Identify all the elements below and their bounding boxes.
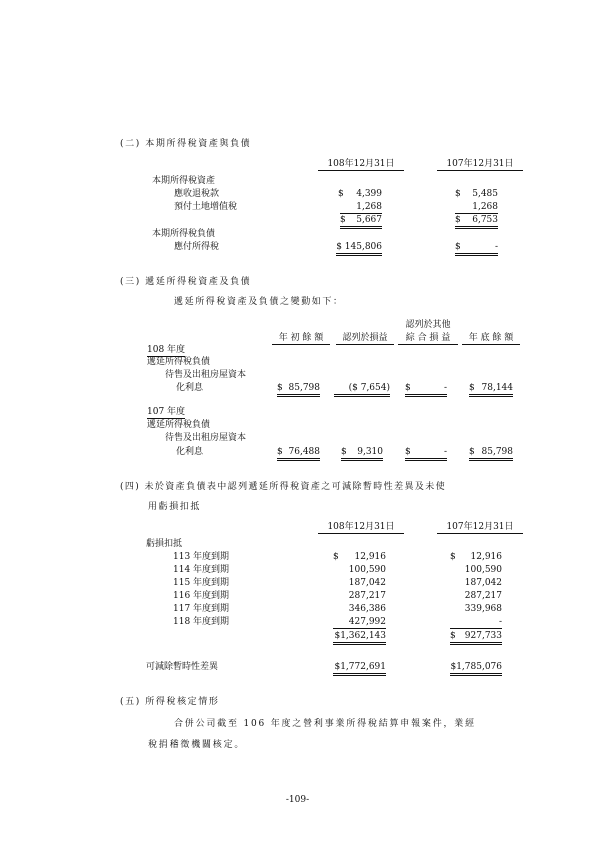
s4-diff-c1: $1,772,691 [333,662,386,676]
s5-paragraph-line2: 稅捐稽徵機關核定。 [148,740,246,750]
section-2-heading: (二) 本期所得稅資產與負債 [120,139,252,149]
s2-row2-label: 預付土地增值稅 [174,202,238,212]
s4-row4-c1: 287,217 [348,591,386,601]
s2-row1-c1: 4,399 [356,189,382,199]
s2-row3-c2-currency: $ [455,242,461,252]
s2-row3-c2: - [455,242,498,256]
s4-row1-c1-currency: $ [333,552,339,562]
s3-year1-oci: - [405,383,447,397]
s4-col1-header: 108年12月31日 [318,522,404,534]
s4-row1-c2-currency: $ [450,552,456,562]
s2-group1-label: 本期所得稅資產 [152,176,216,186]
s4-diff-label: 可減除暫時性差異 [146,662,219,672]
s4-subtotal-c2: 927,733 [450,631,502,645]
s4-row1-c2: 12,916 [470,552,502,562]
s2-row2-c2: 1,268 [455,202,498,214]
section-3-heading: (三) 遞延所得稅資產及負債 [120,277,252,287]
s2-total-c2-currency: $ [455,215,461,225]
s3-year1-item-line2: 化利息 [176,383,204,393]
s2-row2-c1: 1,268 [340,202,382,214]
s2-total-c1: 5,667 [340,215,382,229]
s4-row5-label: 117 年度到期 [173,604,230,614]
s3-year1-opening-currency: $ [277,383,283,393]
s3-year2-closing-currency: $ [469,447,475,457]
s3-year1-sub-label: 遞延所得稅負債 [147,357,211,367]
s3-year1-pl: ($ 7,654) [334,383,390,397]
s3-year2-item-line2: 化利息 [176,447,204,457]
s3-year1-opening: 85,798 [277,383,320,397]
section-4-heading-line2: 用虧損扣抵 [148,502,202,512]
s3-intro-text: 遞延所得稅資產及負債之變動如下： [174,297,344,307]
section-4-heading-line1: (四) 未於資產負債表中認列遞延所得稅資產之可減除暫時性差異及未使 [120,482,447,492]
s3-closing-header: 年 底 餘 額 [462,333,520,345]
s5-paragraph-line1: 合併公司截至 106 年度之營利事業所得稅結算申報案件，業經 [174,719,476,729]
s4-row5-c2: 339,968 [464,604,502,614]
section-5-heading: (五) 所得稅核定情形 [120,697,220,707]
s3-oci-header-line1: 認列於其他 [405,320,451,330]
s2-col1-header: 108年12月31日 [318,159,404,171]
s2-row3-c1: $ 145,806 [336,242,382,256]
s2-row1-c2: 5,485 [472,189,498,199]
s2-row1-label: 應收退稅款 [174,189,220,199]
s4-row2-c2: 100,590 [464,565,502,575]
s3-year2-oci-currency: $ [405,447,411,457]
s4-row2-c1: 100,590 [348,565,386,575]
s4-group-label: 虧損扣抵 [146,539,183,549]
s4-row3-label: 115 年度到期 [173,578,230,588]
s4-subtotal-c1: $1,362,143 [333,631,386,645]
s2-col2-header: 107年12月31日 [437,159,523,171]
s4-row6-c1: 427,992 [333,617,386,629]
s2-row1-c1-currency: $ [338,189,344,199]
s3-year2-opening: 76,488 [277,447,320,461]
s4-row3-c2: 187,042 [464,578,502,588]
s3-year1-closing: 78,144 [469,383,513,397]
s4-row1-c1: 12,916 [354,552,386,562]
s3-year1-closing-currency: $ [469,383,475,393]
s4-row4-c2: 287,217 [464,591,502,601]
s2-total-c1-currency: $ [340,215,346,225]
s4-row3-c1: 187,042 [348,578,386,588]
s2-group2-label: 本期所得稅負債 [152,229,216,239]
s3-pl-header: 認列於損益 [336,333,394,345]
s3-opening-header: 年 初 餘 額 [272,333,330,345]
s4-row5-c1: 346,386 [348,604,386,614]
s3-year2-pl: 9,310 [341,447,383,461]
s3-year1-item-line1: 待售及出租房屋資本 [165,370,247,380]
s4-row6-c2: - [450,617,502,629]
s4-row1-label: 113 年度到期 [173,552,230,562]
s3-year2-opening-currency: $ [277,447,283,457]
s3-year2-pl-currency: $ [341,447,347,457]
s4-subtotal-c2-currency: $ [450,631,456,641]
s4-diff-c2: $1,785,076 [450,662,502,676]
s3-year1-oci-currency: $ [405,383,411,393]
s3-year2-oci: - [405,447,447,461]
s3-year1-label: 108 年度 [147,345,186,355]
page-number: -109- [285,795,310,805]
s3-year2-label: 107 年度 [147,407,186,417]
s3-year2-closing: 85,798 [469,447,513,461]
s2-row1-c2-currency: $ [455,189,461,199]
s2-row3-label: 應付所得稅 [174,242,220,252]
s4-row2-label: 114 年度到期 [173,565,230,575]
s4-col2-header: 107年12月31日 [437,522,523,534]
s2-total-c2: 6,753 [455,215,498,229]
s4-row4-label: 116 年度到期 [173,591,230,601]
s4-row6-label: 118 年度到期 [173,617,230,627]
s3-oci-header-line2: 綜 合 損 益 [398,333,458,345]
s3-year2-item-line1: 待售及出租房屋資本 [165,433,247,443]
s3-year2-sub-label: 遞延所得稅負債 [147,420,211,430]
